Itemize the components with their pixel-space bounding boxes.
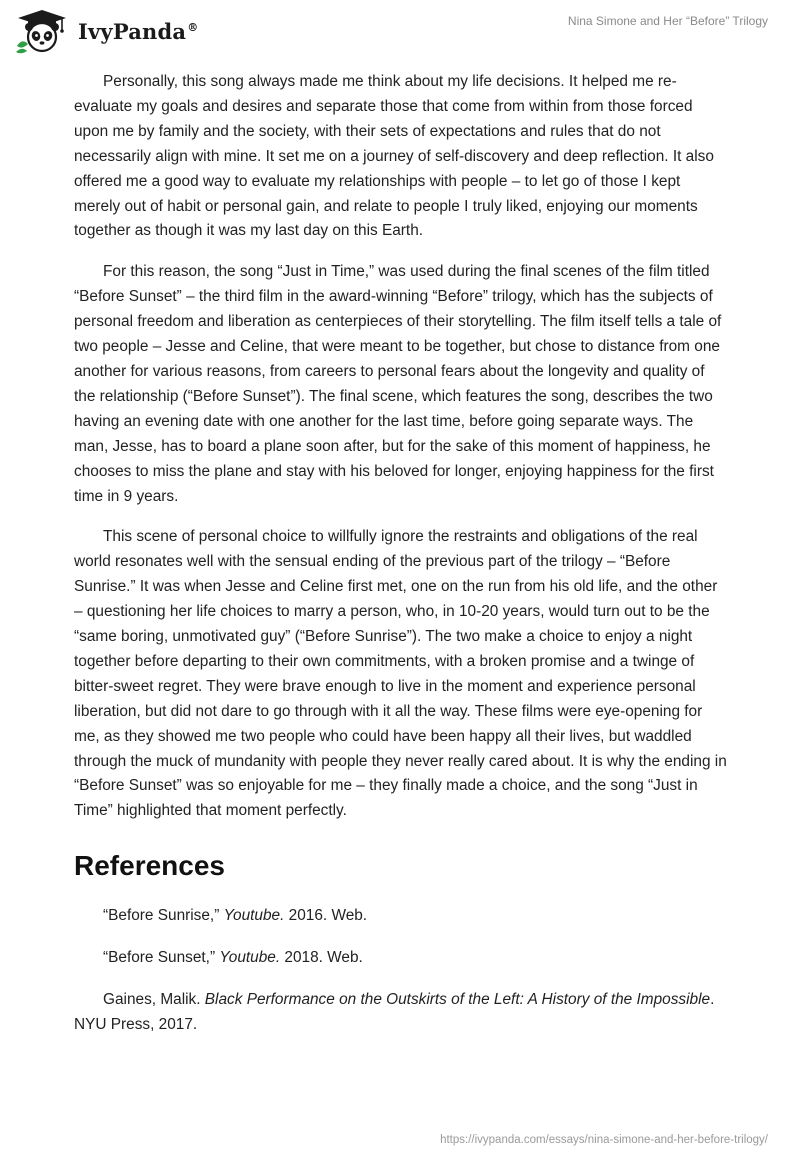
panda-graduate-icon <box>14 8 70 54</box>
body-paragraph: Personally, this song always made me think about my life decisions. It helped me re-evaluate my goals and desires and separate those that come from within from those forced upon me by family and the society, with their sets of expectations and rules that do not necessarily align with mine. It set me on a journey of self-discovery and deep reflection. It also offered me a good way to evaluate my relationships with people – to let go of those I kept merely out of habit or personal gain, and relate to people I truly liked, enjoying our moments together as though it was my last day on this Earth. <box>74 73 714 240</box>
body-paragraph: This scene of personal choice to willfully ignore the restraints and obligations of the real world resonates well with the sensual ending of the previous part of the trilogy – “Before Sunrise.” It was when Jesse and Celine first met, one on the run from his old life, and the other – questioning her life choices to marry a person, who, in 10-20 years, would turn out to be the “same boring, unmotivated guy” (“Before Sunrise”). The two make a choice to enjoy a night together before departing to their own commitments, with a broken promise and a twinge of bitter-sweet regret. They were brave enough to live in the moment and experience personal liberation, but did not dare to go through with it all the way. These films were eye-opening for me, as they showed me two people who could have been happy all their lives, but waddled through the muck of mundanity with people they never really cared about. It is why the ending in “Before Sunset” was so enjoyable for me – they finally made a choice, and the song “Just in Time” highlighted that moment perfectly. <box>74 528 727 820</box>
registered-mark: ® <box>187 20 199 34</box>
ivypanda-logo[interactable] <box>14 8 198 54</box>
body-paragraph: For this reason, the song “Just in Time,” was used during the final scenes of the film titled “Before Sunset” – the third film in the award-winning “Before” trilogy, which has the subjects of personal freedom and liberation as centerpieces of their storytelling. The film itself tells a tale of two people – Jesse and Celine, that were meant to be together, but chose to distance from one another for various reasons, from careers to personal fears about the longevity and quality of the relationship (“Before Sunset”). The final scene, which features the song, describes the two having an evening date with one another for the last time, before going separate ways. The man, Jesse, has to board a plane soon after, but for the sake of this moment of happiness, he chooses to miss the plane and stay with his beloved for longer, enjoying happiness for the first time in 9 years. <box>74 263 722 505</box>
brand-name: IvyPanda® <box>78 18 199 44</box>
source-url[interactable]: https://ivypanda.com/essays/nina-simone-and-her-before-trilogy/ <box>440 1134 768 1146</box>
reference-item: Gaines, Malik. Black Performance on the Outskirts of the Left: A History of the Impossible. NYU Press, 2017. <box>74 991 715 1033</box>
references-heading: References <box>74 850 225 882</box>
document-title: Nina Simone and Her “Before” Trilogy <box>567 14 768 28</box>
reference-item: “Before Sunset,” Youtube. 2018. Web. <box>103 949 363 967</box>
page-header <box>0 0 800 60</box>
reference-item: “Before Sunrise,” Youtube. 2016. Web. <box>103 907 368 925</box>
essay-content <box>74 70 728 1055</box>
